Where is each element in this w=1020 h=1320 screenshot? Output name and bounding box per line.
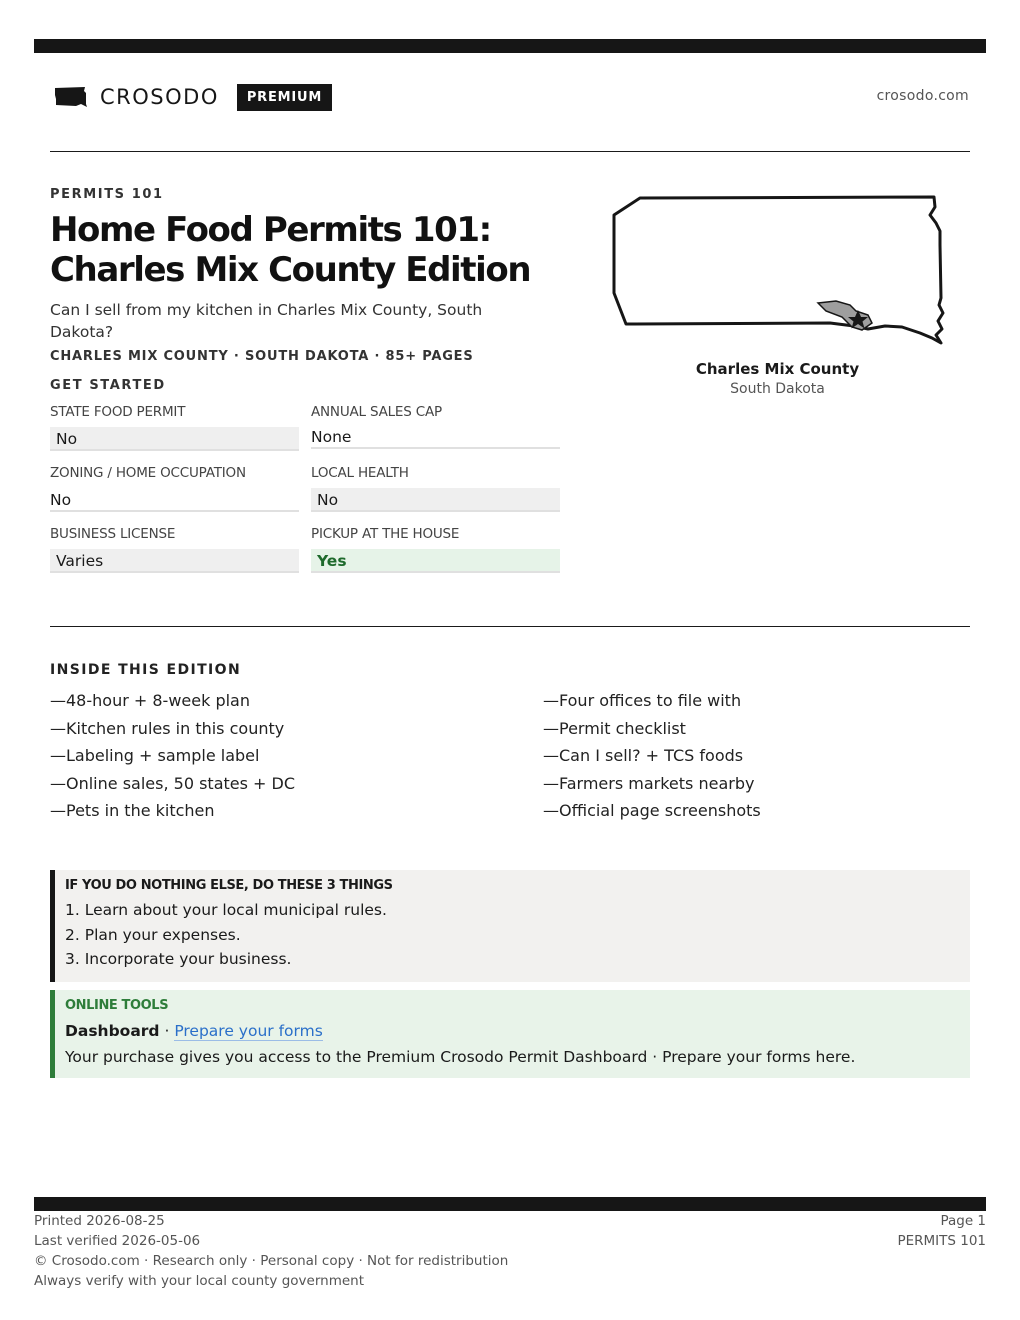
callout-item: 1. Learn about your local municipal rules.: [65, 901, 387, 919]
callout-item: 2. Plan your expenses.: [65, 925, 241, 944]
printed-date: Printed 2026-08-25: [34, 1213, 165, 1229]
toc-item: —Can I sell? + TCS foods: [543, 746, 744, 765]
toc-item: —Online sales, 50 states + DC: [50, 773, 296, 793]
prepare-forms-link[interactable]: Prepare your forms: [174, 1022, 323, 1040]
footer-left: [34, 1211, 508, 1291]
state-map: [610, 193, 946, 353]
tools-description: Your purchase gives you access to the Premium Crosodo Permit Dashboard · Prepare your forms here.: [65, 1048, 856, 1066]
priority-callout: [50, 870, 970, 982]
page-title: Home Food Permits 101: Charles Mix County Edition: [50, 210, 531, 290]
fact-label: STATE FOOD PERMIT: [50, 404, 186, 420]
site-url[interactable]: crosodo.com: [876, 88, 969, 104]
toc-item: —Four offices to file with: [543, 691, 742, 710]
fact-value: None: [311, 425, 560, 449]
fact-value: Yes: [311, 549, 560, 573]
fact-label: LOCAL HEALTH: [311, 465, 409, 481]
online-tools-box: [50, 990, 970, 1078]
toc-item: —Permit checklist: [543, 718, 686, 738]
map-state-name: South Dakota: [730, 381, 825, 397]
callout-item: 3. Incorporate your business.: [65, 950, 292, 968]
dashboard-label: Dashboard: [65, 1022, 160, 1040]
fact-business-license: [50, 526, 299, 573]
fact-pickup-at-house: [311, 526, 560, 573]
brand[interactable]: [54, 82, 332, 112]
premium-badge: PREMIUM: [237, 84, 332, 111]
tools-title: ONLINE TOOLS: [65, 998, 169, 1013]
fact-state-food-permit: [50, 404, 299, 451]
fact-label: ANNUAL SALES CAP: [311, 404, 442, 420]
fact-value: Varies: [50, 549, 299, 573]
toc-left: [50, 687, 295, 825]
copyright: © Crosodo.com · Research only · Personal copy · Not for redistribution: [34, 1253, 509, 1269]
fact-annual-sales-cap: [311, 404, 560, 449]
fact-value: No: [50, 488, 299, 512]
inside-heading: INSIDE THIS EDITION: [50, 662, 242, 678]
brand-name: CROSODO: [100, 85, 219, 109]
state-outline: [614, 197, 943, 343]
toc-item: —Farmers markets nearby: [543, 773, 755, 793]
toc-item: —Official page screenshots: [543, 801, 761, 820]
page-number: Page 1: [940, 1213, 986, 1229]
fact-zoning: [50, 465, 299, 512]
fact-local-health: [311, 465, 560, 512]
tools-row: [65, 1020, 970, 1042]
top-bar: [34, 39, 986, 53]
footer-right: [897, 1211, 986, 1251]
section-divider: [50, 626, 970, 627]
edition-meta: CHARLES MIX COUNTY · SOUTH DAKOTA · 85+ PAGES: [50, 349, 474, 364]
toc-item: —Pets in the kitchen: [50, 801, 215, 820]
map-county-name: Charles Mix County: [695, 360, 860, 378]
fact-value: No: [50, 427, 299, 451]
verified-date: Last verified 2026-05-06: [34, 1233, 201, 1249]
footer-section: PERMITS 101: [897, 1233, 986, 1249]
section-kicker: PERMITS 101: [50, 187, 164, 202]
toc-right: [543, 687, 761, 825]
disclaimer: Always verify with your local county government: [34, 1273, 364, 1289]
footer-bar: [34, 1197, 986, 1211]
fact-label: ZONING / HOME OCCUPATION: [50, 465, 246, 481]
south-dakota-silhouette-icon: [54, 86, 88, 108]
fact-label: PICKUP AT THE HOUSE: [311, 526, 460, 542]
toc-item: —Labeling + sample label: [50, 746, 260, 765]
toc-item: —48-hour + 8-week plan: [50, 691, 250, 710]
fact-label: BUSINESS LICENSE: [50, 526, 176, 542]
toc-item: —Kitchen rules in this county: [50, 718, 285, 738]
get-started-heading: GET STARTED: [50, 378, 166, 393]
callout-title: IF YOU DO NOTHING ELSE, DO THESE 3 THINGS: [65, 878, 393, 893]
fact-value: No: [311, 488, 560, 512]
page-subtitle: Can I sell from my kitchen in Charles Mix County, South Dakota?: [50, 301, 483, 341]
header-divider: [50, 151, 970, 152]
tools-separator: ·: [159, 1022, 175, 1040]
